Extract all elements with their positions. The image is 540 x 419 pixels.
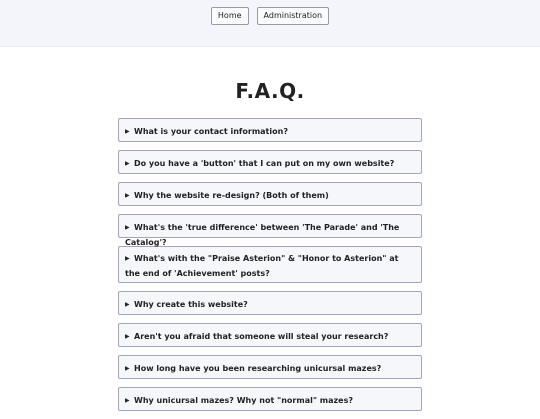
caret-right-icon: ▶ [125, 397, 130, 404]
faq-question: How long have you been researching unicursal mazes? [134, 364, 382, 373]
faq-item-why-unicursal[interactable] [118, 387, 422, 411]
faq-question: What's with the "Praise Asterion" & "Honor to Asterion" at the end of 'Achievement' posts? [125, 254, 399, 278]
faq-list [118, 118, 422, 419]
caret-right-icon: ▶ [125, 224, 130, 231]
top-nav [0, 7, 540, 25]
caret-right-icon: ▶ [125, 365, 130, 372]
faq-item-praise-asterion[interactable] [118, 246, 422, 283]
faq-question: What is your contact information? [134, 127, 288, 136]
faq-item-contact[interactable] [118, 118, 422, 142]
faq-item-why-create[interactable] [118, 291, 422, 315]
header-bar [0, 0, 540, 47]
faq-question: Aren't you afraid that someone will steal your research? [134, 332, 389, 341]
caret-right-icon: ▶ [125, 301, 130, 308]
faq-question: Why create this website? [134, 300, 248, 309]
faq-item-steal-research[interactable] [118, 323, 422, 347]
faq-question: Do you have a 'button' that I can put on my own website? [134, 159, 395, 168]
faq-question: What's the 'true difference' between 'The Parade' and 'The Catalog'? [125, 223, 400, 247]
caret-right-icon: ▶ [125, 128, 130, 135]
faq-item-button[interactable] [118, 150, 422, 174]
caret-right-icon: ▶ [125, 160, 130, 167]
faq-question: Why the website re-design? (Both of them) [134, 191, 329, 200]
faq-question: Why unicursal mazes? Why not "normal" mazes? [134, 396, 353, 405]
home-button[interactable]: Home [211, 7, 249, 25]
administration-button[interactable]: Administration [257, 7, 330, 25]
page-title: F.A.Q. [235, 79, 305, 103]
faq-item-how-long[interactable] [118, 355, 422, 379]
caret-right-icon: ▶ [125, 255, 130, 262]
faq-item-redesign[interactable] [118, 182, 422, 206]
faq-item-true-difference[interactable] [118, 214, 422, 247]
caret-right-icon: ▶ [125, 333, 130, 340]
caret-right-icon: ▶ [125, 192, 130, 199]
